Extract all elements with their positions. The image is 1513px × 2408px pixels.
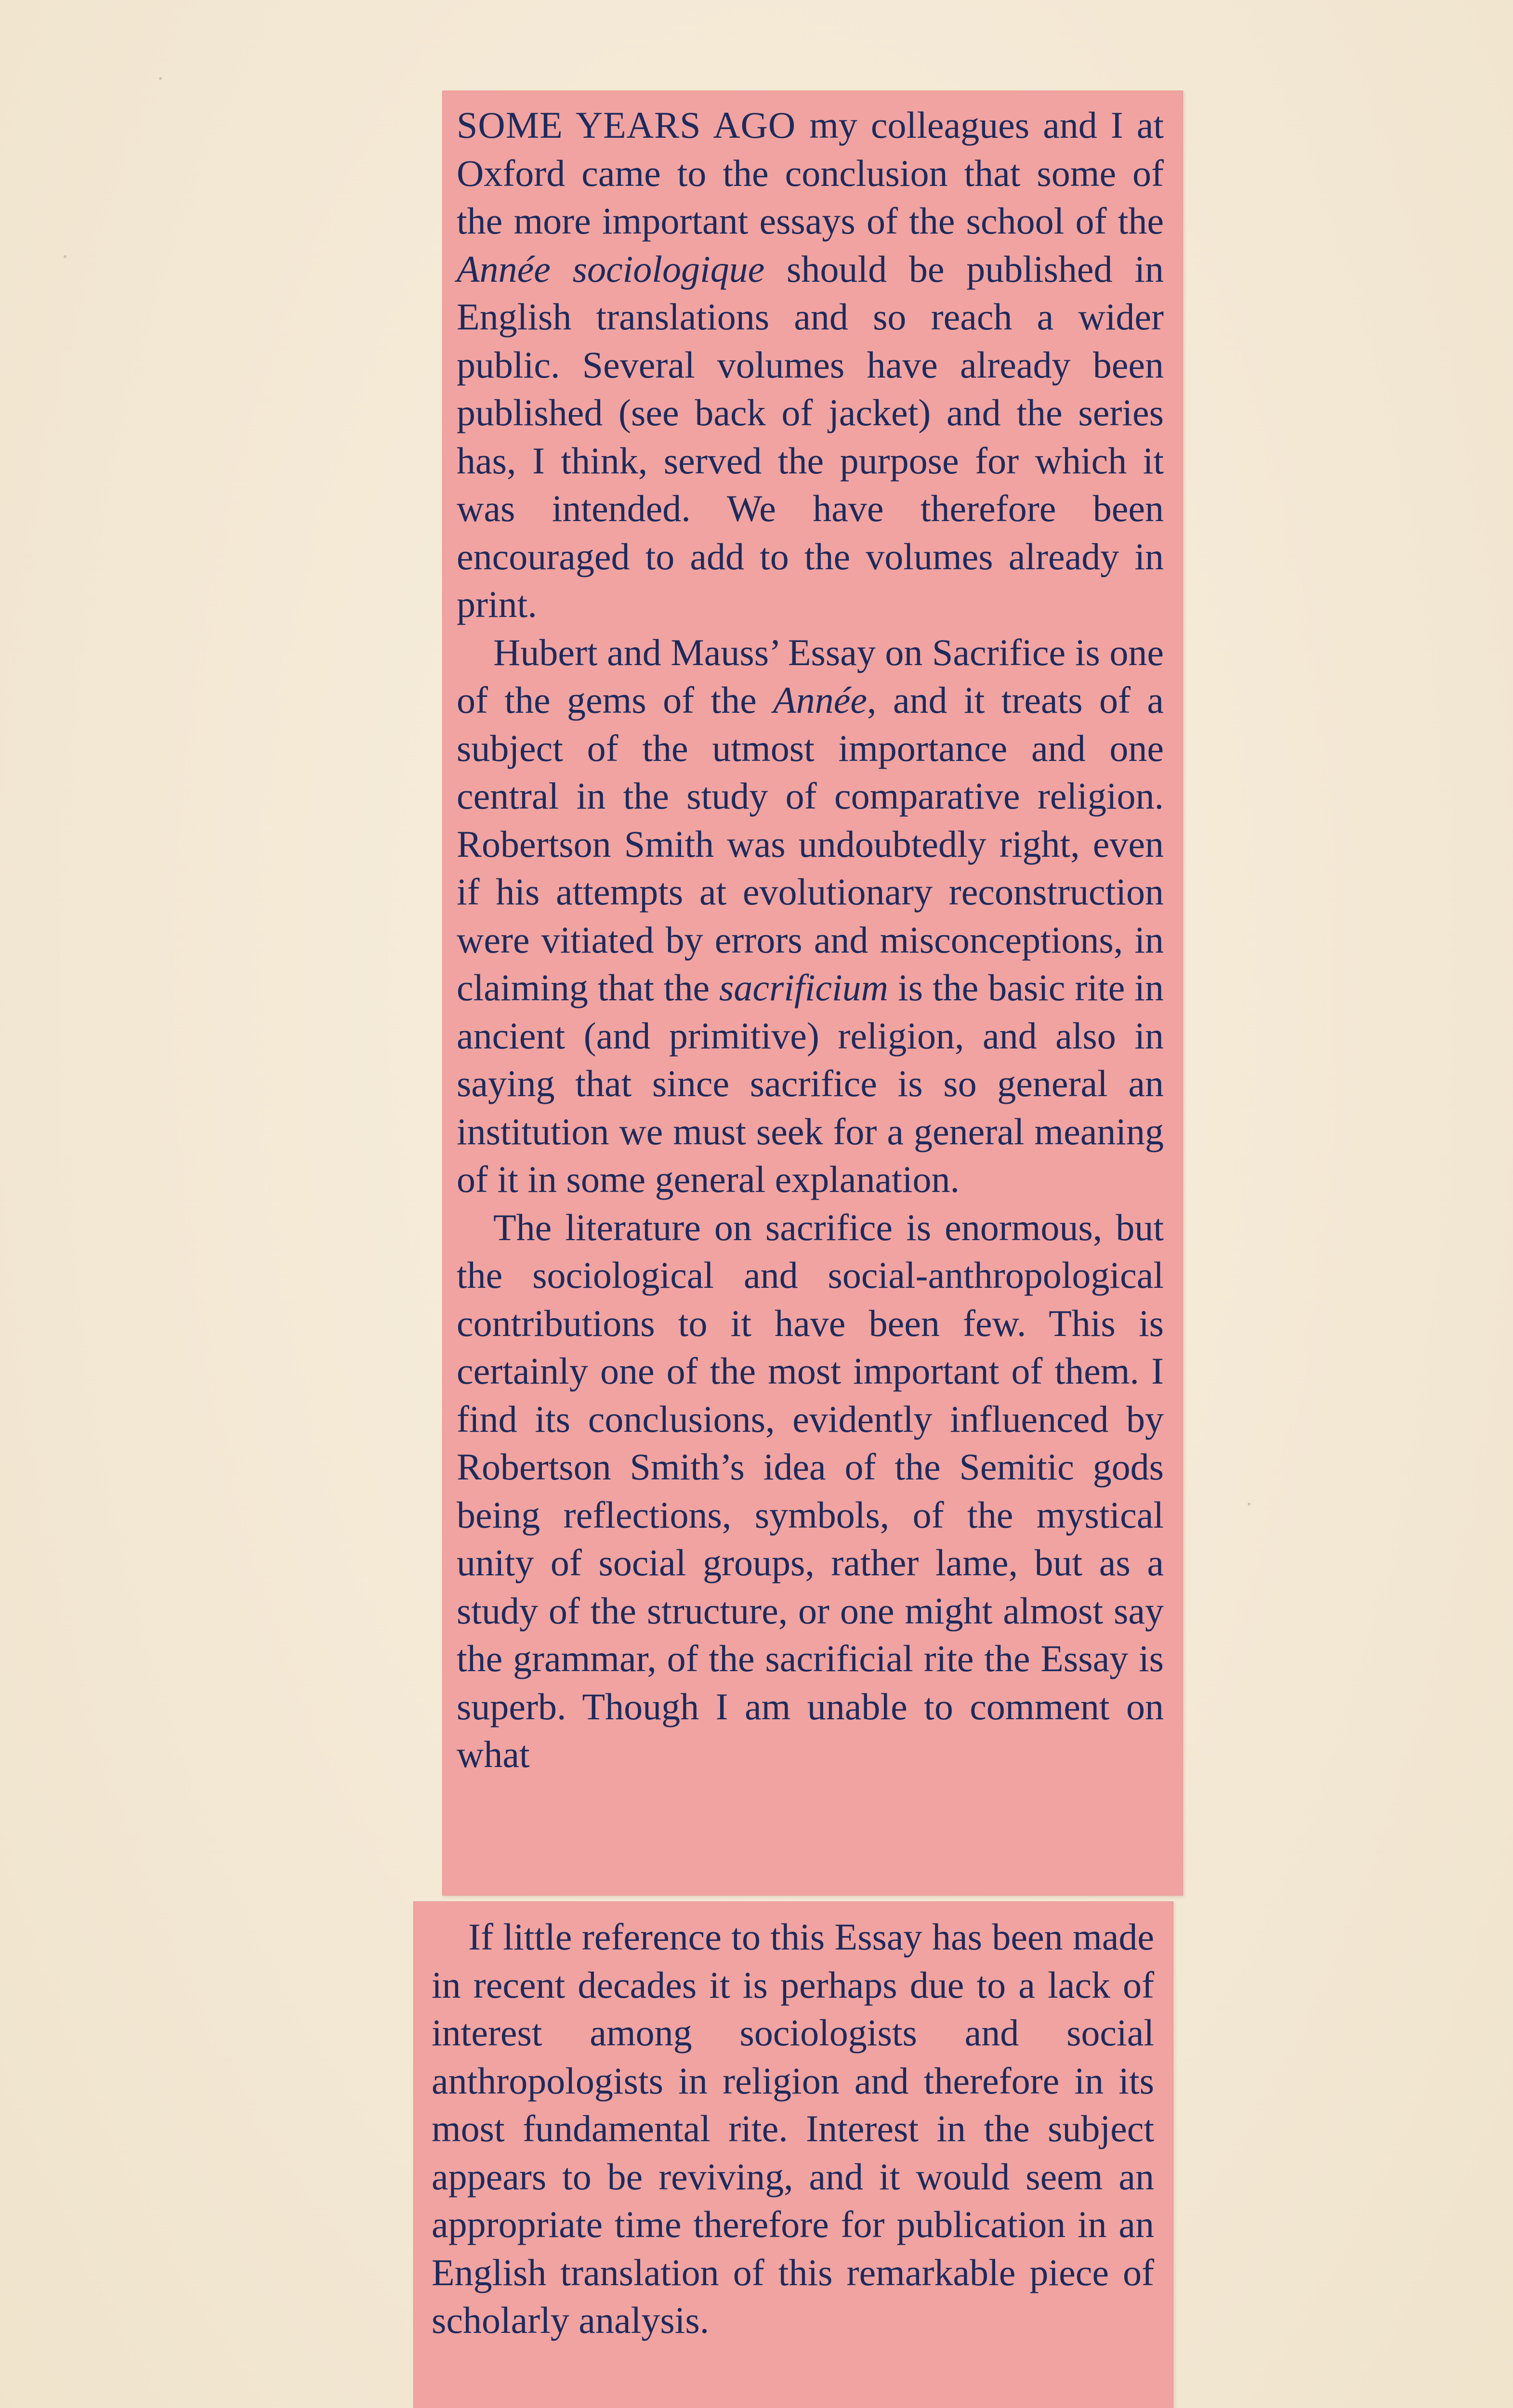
text-run: is the basic rite in ancient (and primitive) religion, and also in saying that since sacrifice is so general an institution we must seek for a general meaning of it in some general explanation.: [457, 967, 1164, 1200]
text-run: Hubert and Mauss’ Essay on Sacrifice is one of the gems of the: [457, 631, 1164, 721]
text-run: , and it treats of a subject of the utmost importance and one central in the study of comparative religion. Robertson Smith was undoubtedly right, even if his attempts at evolutionary reconstruction were vitiated by errors and misconceptions, in claiming that the: [457, 679, 1164, 1008]
paragraph-literature: The literature on sacrifice is enormous, but the sociological and social-anthropological contributions to it have been few. This is certainly one of the most important of them. I find its conclusions, evidently influenced by Robertson Smith’s idea of the Semitic gods being reflections, symbols, of the mystical unity of social groups, rather lame, but as a study of the structure, or one might almost say the grammar, of the sacrificial rite the Essay is superb. Though I am unable to comment on what: [457, 1206, 1164, 1775]
clipping-top-text: [457, 101, 1164, 1779]
paper-speck: [1248, 1503, 1250, 1505]
paper-speck: [159, 77, 162, 80]
clipping-top: [442, 91, 1183, 1896]
paragraph-intro: [457, 101, 1164, 628]
lead-caps: SOME YEARS AGO: [457, 104, 796, 146]
italic-term: sacrificium: [719, 967, 889, 1008]
paper-speck: [64, 255, 66, 258]
text-run: my colleagues and I at Oxford came to the conclusion that some of the more important essays of the school of the: [457, 104, 1164, 242]
paragraph-essay: [457, 628, 1164, 1204]
italic-title: Année: [773, 679, 868, 721]
text-run: should be published in English translations and so reach a wider public. Several volumes have already been published (see back of jacket) and the series has, I think, served the purpose for which it was intended. We have therefore been encouraged to add to the volumes already in print.: [457, 248, 1164, 625]
clipping-bottom: [413, 1901, 1173, 2408]
paragraph-conclusion: If little reference to this Essay has been made in recent decades it is perhaps due to a lack of interest among sociologists and social anthropologists in religion and therefore in its most fundamental rite. Interest in the subject appears to be reviving, and it would seem an appropriate time therefore for publication in an English translation of this remarkable piece of scholarly analysis.: [432, 1916, 1154, 2341]
clipping-bottom-text: [432, 1913, 1154, 2344]
italic-title: Année sociologique: [457, 248, 765, 290]
